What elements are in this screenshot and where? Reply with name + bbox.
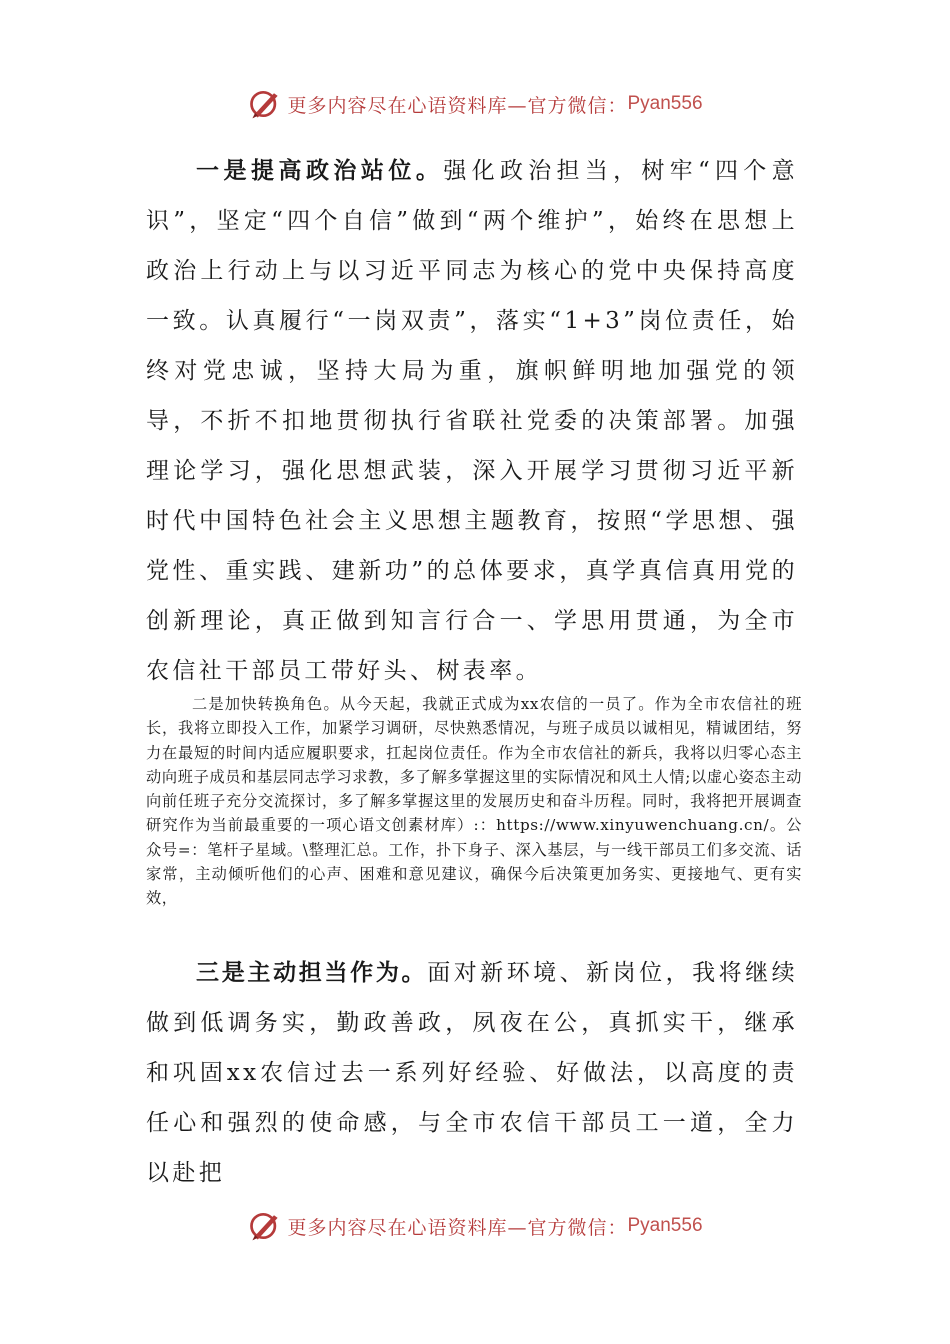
pen-logo-icon	[247, 86, 283, 122]
header-banner-id: Pyan556	[627, 93, 703, 114]
paragraph-lead: 一是提高政治站位。	[196, 157, 444, 184]
paragraph-body: 面对新环境、新岗位，我将继续做到低调务实，勤政善政，夙夜在公，真抓实干，继承和巩固xx农信过去一系列好经验、好做法，以高度的责任心和强烈的使命感，与全市农信干部员工一道，全力以赴把	[146, 960, 798, 1186]
header-banner-text: 更多内容尽在心语资料库—官方微信：	[287, 94, 628, 117]
pen-logo-icon	[247, 1208, 283, 1244]
paragraph-lead: 三是主动担当作为。	[196, 959, 428, 986]
footer-banner-id: Pyan556	[627, 1215, 703, 1236]
footer-banner-text: 更多内容尽在心语资料库—官方微信：	[287, 1216, 628, 1239]
paragraph-role-change: 二是加快转换角色。从今天起，我就正式成为xx农信的一员了。作为全市农信社的班长，我将立即投入工作，加紧学习调研，尽快熟悉情况，与班子成员以诚相见，精诚团结，努力在最短的时间内适应履职要求，扛起岗位责任。作为全市农信社的新兵，我将以归零心态主动向班子成员和基层同志学习求教，多了解多掌握这里的实际情况和风土人情;以虚心姿态主动向前任班子充分交流探讨，多了解多掌握这里的发展历史和奋斗历程。同时，我将把开展调查研究作为当前最重要的一项心语文创素材库）:：https://www.xinyuwenchuang.cn/。公众号=：笔杆子星域。\整理汇总。工作，扑下身子、深入基层，与一线干部员工们多交流、话家常，主动倾听他们的心声、困难和意见建议，确保今后决策更加务实、更接地气、更有实效，	[146, 695, 802, 908]
paragraph-body: 强化政治担当，树牢“四个意识”，坚定“四个自信”做到“两个维护”，始终在思想上政治上行动上与以习近平同志为核心的党中央保持高度一致。认真履行“一岗双责”，落实“1+3”岗位责任，始终对党忠诚，坚持大局为重，旗帜鲜明地加强党的领导，不折不扣地贯彻执行省联社党委的决策部署。加强理论学习，强化思想武装，深入开展学习贯彻习近平新时代中国特色社会主义思想主题教育，按照“学思想、强党性、重实践、建新功”的总体要求，真学真信真用党的创新理论，真正做到知言行合一、学思用贯通，为全市农信社干部员工带好头、树表率。	[146, 158, 798, 684]
footer-banner	[0, 1208, 950, 1244]
header-banner	[0, 86, 950, 122]
paragraph-political-stance	[146, 146, 798, 696]
paragraph-take-responsibility	[146, 948, 798, 1198]
